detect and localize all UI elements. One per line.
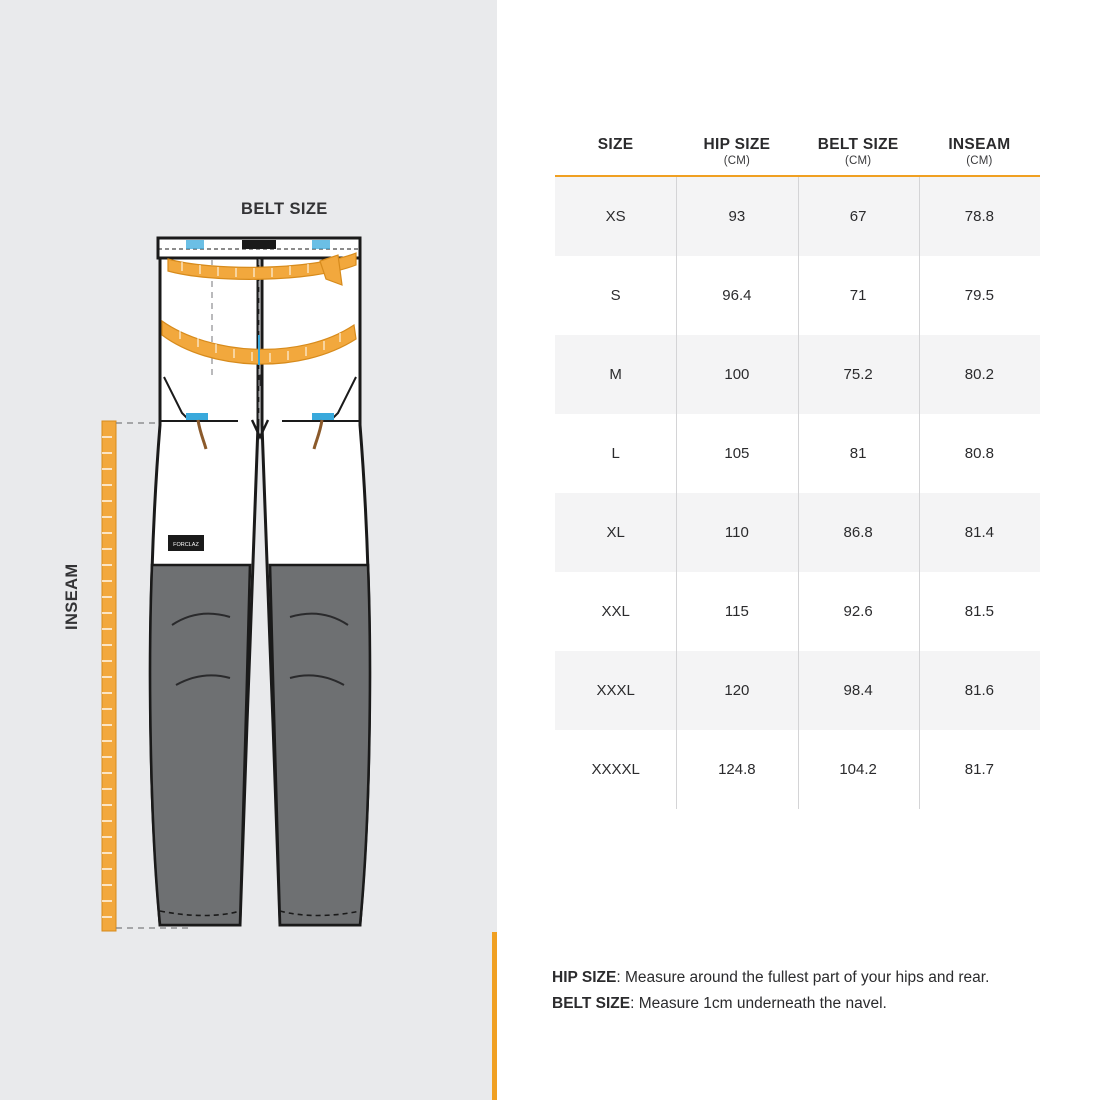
size-table (555, 135, 1040, 809)
header-inseam (919, 135, 1040, 176)
cell-inseam: 79.5 (919, 256, 1040, 335)
cell-belt: 104.2 (798, 730, 919, 809)
header-hip (676, 135, 797, 176)
brand-patch (168, 535, 204, 551)
table-row (555, 256, 1040, 335)
cell-size: XXXL (555, 651, 676, 730)
size-table-head (555, 135, 1040, 176)
table-row (555, 176, 1040, 256)
cell-inseam: 81.7 (919, 730, 1040, 809)
cell-belt: 81 (798, 414, 919, 493)
cell-size: XL (555, 493, 676, 572)
cell-hip: 120 (676, 651, 797, 730)
hip-size-label: HIP (246, 372, 275, 390)
table-row (555, 651, 1040, 730)
note-hip (552, 965, 1072, 991)
header-hip-unit: (CM) (723, 155, 751, 167)
header-belt-title: BELT SIZE (817, 136, 899, 153)
cell-belt: 75.2 (798, 335, 919, 414)
note-belt-text: : Measure 1cm underneath the navel. (630, 995, 887, 1013)
cell-size: L (611, 445, 620, 462)
cell-hip: 124.8 (676, 730, 797, 809)
cell-size: XS (555, 176, 676, 256)
table-row (555, 414, 1040, 493)
cell-inseam: 78.8 (919, 176, 1040, 256)
header-inseam-title: INSEAM (948, 136, 1011, 153)
table-row (555, 572, 1040, 651)
cell-inseam: 80.2 (919, 335, 1040, 414)
header-hip-title: HIP SIZE (703, 136, 771, 153)
content-panel (497, 0, 1100, 1100)
cell-hip: 105 (676, 414, 797, 493)
measurement-notes (552, 965, 1072, 1017)
inseam-ruler-icon (102, 421, 116, 931)
header-belt (798, 135, 919, 176)
size-table-wrapper (555, 135, 1040, 809)
cell-size: XXL (601, 603, 630, 620)
cell-hip: 100 (676, 335, 797, 414)
note-hip-term: HIP SIZE (552, 969, 617, 986)
cell-belt: 86.8 (798, 493, 919, 572)
cell-inseam: 80.8 (919, 414, 1040, 493)
note-belt (552, 991, 1072, 1017)
cell-hip: 93 (676, 176, 797, 256)
cell-size: M (555, 335, 676, 414)
cell-belt: 71 (798, 256, 919, 335)
cell-hip: 96.4 (676, 256, 797, 335)
cell-inseam: 81.6 (919, 651, 1040, 730)
cell-belt: 98.4 (798, 651, 919, 730)
trousers-illustration (90, 225, 430, 955)
note-hip-text: : Measure around the fullest part of your hips and rear. (616, 969, 990, 986)
cell-inseam: 81.4 (919, 493, 1040, 572)
cell-inseam: 81.5 (919, 572, 1040, 651)
belt-size-label: BELT SIZE (241, 200, 328, 218)
table-row (555, 335, 1040, 414)
header-size (555, 135, 676, 176)
inseam-label: INSEAM (63, 563, 81, 630)
cell-hip: 115 (676, 572, 797, 651)
header-inseam-unit: (CM) (966, 155, 993, 167)
table-header-row (555, 135, 1040, 176)
header-size-title: SIZE (597, 136, 634, 153)
note-belt-term: BELT SIZE (552, 995, 631, 1013)
header-belt-unit: (CM) (844, 155, 872, 167)
table-row (555, 493, 1040, 572)
table-row (555, 730, 1040, 809)
cell-hip: 110 (676, 493, 797, 572)
cell-belt: 67 (798, 176, 919, 256)
size-table-body (555, 176, 1040, 809)
illustration-panel (0, 0, 497, 1100)
brand-label: FORCLAZ (173, 542, 199, 548)
cell-size: XXXXL (591, 761, 640, 778)
cell-size: S (610, 287, 621, 304)
cell-belt: 92.6 (798, 572, 919, 651)
